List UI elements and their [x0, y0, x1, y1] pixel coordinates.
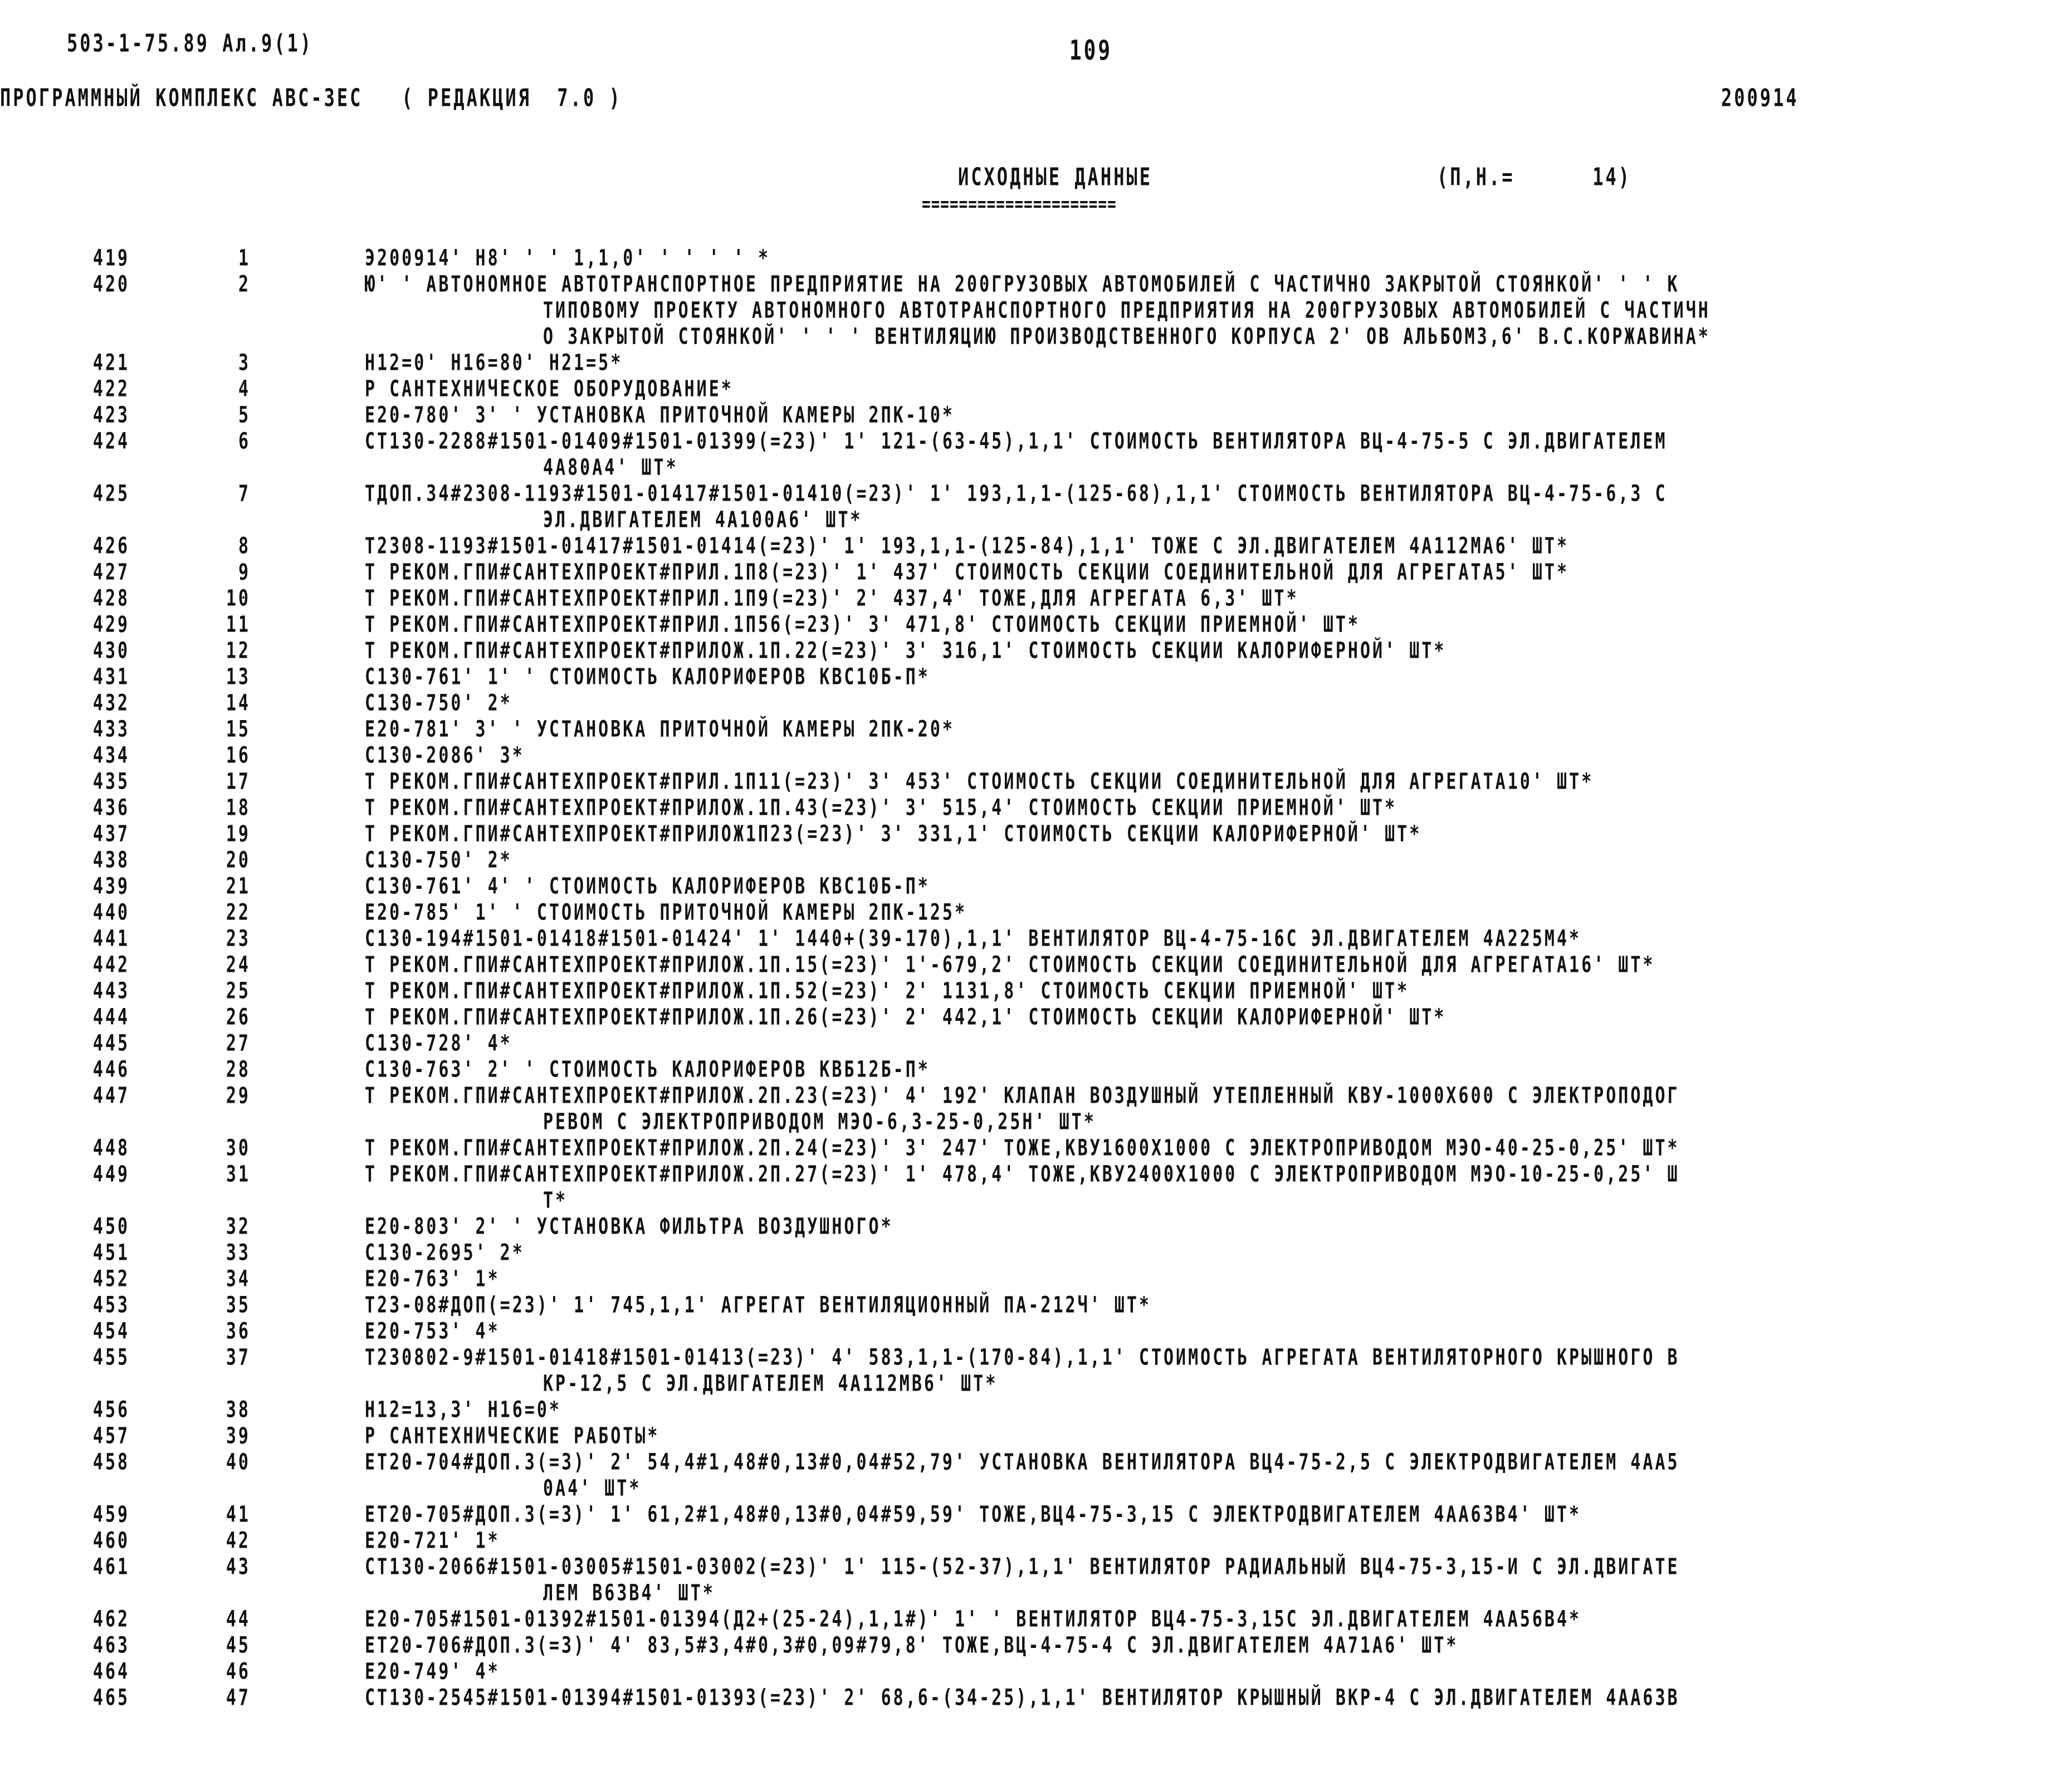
listing-line	[0, 1554, 2072, 1580]
sequence-number: 29	[226, 1083, 251, 1109]
listing-line	[0, 585, 2072, 611]
record-text: Е20-763' 1*	[365, 1266, 500, 1293]
listing-continuation-line	[0, 1475, 2072, 1501]
line-number: 439	[92, 873, 130, 900]
line-number: 437	[92, 821, 130, 848]
sequence-number: 44	[226, 1606, 251, 1633]
record-text: ЕТ20-706#ДОП.3(=3)' 4' 83,5#3,4#0,3#0,09#79,8' ТОЖЕ,ВЦ-4-75-4 С ЭЛ.ДВИГАТЕЛЕМ 4А71А6' ШТ*	[365, 1632, 1459, 1659]
listing-line	[0, 1685, 2072, 1711]
listing-line	[0, 428, 2072, 454]
listing-continuation-line	[0, 1371, 2072, 1397]
line-number: 433	[92, 716, 130, 743]
sequence-number: 37	[226, 1344, 251, 1371]
listing-line	[0, 926, 2072, 952]
record-text: 0А4' ШТ*	[543, 1475, 642, 1502]
sequence-number: 4	[238, 376, 251, 403]
line-number: 435	[92, 769, 130, 795]
listing-line	[0, 1135, 2072, 1161]
record-text: С130-761' 1' ' СТОИМОСТЬ КАЛОРИФЕРОВ КВС10Б-П*	[365, 664, 930, 691]
listing-continuation-line	[0, 1580, 2072, 1606]
record-text: С130-728' 4*	[365, 1030, 512, 1057]
record-text: ЕТ20-704#ДОП.3(=3)' 2' 54,4#1,48#0,13#0,04#52,79' УСТАНОВКА ВЕНТИЛЯТОРА ВЦ4-75-2,5 С ЭЛЕКТРОДВИГАТЕЛЕМ 4АА5	[365, 1449, 1680, 1476]
record-text: Е20-803' 2' ' УСТАНОВКА ФИЛЬТРА ВОЗДУШНОГО*	[365, 1214, 893, 1240]
record-text: С130-750' 2*	[365, 847, 512, 874]
record-text: СТ130-2066#1501-03005#1501-03002(=23)' 1' 115-(52-37),1,1' ВЕНТИЛЯТОР РАДИАЛЬНЫЙ ВЦ4-75-3,15-И С ЭЛ.ДВИГАТЕ	[365, 1554, 1680, 1581]
listing-line	[0, 350, 2072, 376]
line-number: 422	[92, 376, 130, 403]
line-number: 457	[92, 1423, 130, 1450]
record-text: Т РЕКОМ.ГПИ#САНТЕХПРОЕКТ#ПРИЛОЖ.2П.27(=23)' 1' 478,4' ТОЖЕ,КВУ2400Х1000 С ЭЛЕКТРОПРИВОДОМ МЭО-10-25-0,25' Ш	[365, 1161, 1680, 1188]
listing-line	[0, 1344, 2072, 1371]
sequence-number: 2	[238, 271, 251, 298]
line-number: 451	[92, 1240, 130, 1266]
listing-line	[0, 1423, 2072, 1449]
line-number: 431	[92, 664, 130, 691]
line-number: 430	[92, 638, 130, 664]
record-text: Т РЕКОМ.ГПИ#САНТЕХПРОЕКТ#ПРИЛОЖ.1П.15(=23)' 1'-679,2' СТОИМОСТЬ СЕКЦИИ СОЕДИНИТЕЛЬНОЙ ДЛЯ АГРЕГАТА16' ШТ*	[365, 952, 1655, 978]
listing-line	[0, 611, 2072, 638]
sequence-number: 45	[226, 1632, 251, 1659]
listing-line	[0, 664, 2072, 690]
listing-line	[0, 481, 2072, 507]
sequence-number: 1	[238, 245, 251, 272]
line-number: 444	[92, 1004, 130, 1031]
listing-line	[0, 1240, 2072, 1266]
record-text: Т230802-9#1501-01418#1501-01413(=23)' 4' 583,1,1-(170-84),1,1' СТОИМОСТЬ АГРЕГАТА ВЕНТИЛЯТОРНОГО КРЫШНОГО В	[365, 1344, 1680, 1371]
record-text: Ю' ' АВТОНОМНОЕ АВТОТРАНСПОРТНОЕ ПРЕДПРИЯТИЕ НА 200ГРУЗОВЫХ АВТОМОБИЛЕЙ С ЧАСТИЧНО ЗАКРЫТОЙ СТОЯНКОЙ' ' ' К	[365, 271, 1680, 298]
listing-continuation-line	[0, 507, 2072, 533]
listing-line	[0, 1658, 2072, 1685]
listing-line	[0, 1214, 2072, 1240]
sequence-number: 25	[226, 978, 251, 1005]
record-text: Т РЕКОМ.ГПИ#САНТЕХПРОЕКТ#ПРИЛ.1П11(=23)' 3' 453' СТОИМОСТЬ СЕКЦИИ СОЕДИНИТЕЛЬНОЙ ДЛЯ АГРЕГАТА10' ШТ*	[365, 769, 1594, 795]
sequence-number: 11	[226, 611, 251, 638]
record-text: 4А80А4' ШТ*	[543, 454, 678, 481]
sequence-number: 6	[238, 428, 251, 455]
line-number: 426	[92, 533, 130, 560]
record-text: С130-194#1501-01418#1501-01424' 1' 1440+(39-170),1,1' ВЕНТИЛЯТОР ВЦ-4-75-16С ЭЛ.ДВИГАТЕЛЕМ 4А225М4*	[365, 926, 1582, 952]
listing-line	[0, 402, 2072, 428]
sequence-number: 8	[238, 533, 251, 560]
sequence-number: 18	[226, 795, 251, 821]
line-number: 450	[92, 1214, 130, 1240]
line-number: 447	[92, 1083, 130, 1109]
listing-line	[0, 1606, 2072, 1632]
record-text: С130-2086' 3*	[365, 742, 525, 769]
listing-continuation-line	[0, 324, 2072, 350]
listing-line	[0, 1632, 2072, 1658]
record-text: Т РЕКОМ.ГПИ#САНТЕХПРОЕКТ#ПРИЛОЖ.1П.52(=23)' 2' 1131,8' СТОИМОСТЬ СЕКЦИИ ПРИЕМНОЙ' ШТ*	[365, 978, 1410, 1005]
sequence-number: 24	[226, 952, 251, 978]
record-text: ЕТ20-705#ДОП.3(=3)' 1' 61,2#1,48#0,13#0,04#59,59' ТОЖЕ,ВЦ4-75-3,15 С ЭЛЕКТРОДВИГАТЕЛЕМ 4АА63В4' ШТ*	[365, 1501, 1582, 1528]
listing-line	[0, 1449, 2072, 1475]
listing-line	[0, 533, 2072, 559]
record-text: С130-763' 2' ' СТОИМОСТЬ КАЛОРИФЕРОВ КВБ12Б-П*	[365, 1056, 930, 1083]
line-number: 453	[92, 1292, 130, 1319]
listing-line	[0, 1528, 2072, 1554]
sequence-number: 27	[226, 1030, 251, 1057]
section-title: ИСХОДНЫЕ ДАННЫЕ	[958, 163, 1152, 192]
page-number: 109	[1069, 36, 1113, 67]
record-text: Е20-780' 3' ' УСТАНОВКА ПРИТОЧНОЙ КАМЕРЫ 2ПК-10*	[365, 402, 955, 429]
line-number: 438	[92, 847, 130, 874]
sequence-number: 13	[226, 664, 251, 691]
line-number: 421	[92, 350, 130, 376]
sequence-number: 34	[226, 1266, 251, 1293]
sequence-number: 7	[238, 481, 251, 507]
line-number: 423	[92, 402, 130, 429]
listing-line	[0, 1266, 2072, 1292]
line-number: 454	[92, 1318, 130, 1345]
line-number: 436	[92, 795, 130, 821]
listing-line	[0, 1056, 2072, 1083]
listing-continuation-line	[0, 1187, 2072, 1214]
record-text: Е20-753' 4*	[365, 1318, 500, 1345]
record-text: ЭЛ.ДВИГАТЕЛЕМ 4А100А6' ШТ*	[543, 507, 863, 534]
line-number: 420	[92, 271, 130, 298]
record-text: РЕВОМ С ЭЛЕКТРОПРИВОДОМ МЭО-6,3-25-0,25Н' ШТ*	[543, 1109, 1096, 1136]
line-number: 442	[92, 952, 130, 978]
record-text: С130-761' 4' ' СТОИМОСТЬ КАЛОРИФЕРОВ КВС10Б-П*	[365, 873, 930, 900]
record-text: Т РЕКОМ.ГПИ#САНТЕХПРОЕКТ#ПРИЛОЖ.2П.24(=23)' 3' 247' ТОЖЕ,КВУ1600Х1000 С ЭЛЕКТРОПРИВОДОМ МЭО-40-25-0,25' ШТ*	[365, 1135, 1680, 1162]
listing-line	[0, 742, 2072, 769]
listing-line	[0, 899, 2072, 926]
record-text: СТ130-2288#1501-01409#1501-01399(=23)' 1' 121-(63-45),1,1' СТОИМОСТЬ ВЕНТИЛЯТОРА ВЦ-4-75-5 С ЭЛ.ДВИГАТЕЛЕМ	[365, 428, 1668, 455]
record-text: Т РЕКОМ.ГПИ#САНТЕХПРОЕКТ#ПРИЛ.1П8(=23)' 1' 437' СТОИМОСТЬ СЕКЦИИ СОЕДИНИТЕЛЬНОЙ ДЛЯ АГРЕГАТА5' ШТ*	[365, 559, 1570, 586]
record-text: Т РЕКОМ.ГПИ#САНТЕХПРОЕКТ#ПРИЛ.1П56(=23)' 3' 471,8' СТОИМОСТЬ СЕКЦИИ ПРИЕМНОЙ' ШТ*	[365, 611, 1360, 638]
listing-line	[0, 847, 2072, 873]
listing-continuation-line	[0, 1109, 2072, 1135]
listing-line	[0, 1292, 2072, 1318]
record-text: Т23-08#ДОП(=23)' 1' 745,1,1' АГРЕГАТ ВЕНТИЛЯЦИОННЫЙ ПА-212Ч' ШТ*	[365, 1292, 1151, 1319]
line-number: 434	[92, 742, 130, 769]
listing-line	[0, 873, 2072, 899]
sequence-number: 9	[238, 559, 251, 586]
line-number: 424	[92, 428, 130, 455]
sequence-number: 21	[226, 873, 251, 900]
listing-line	[0, 559, 2072, 585]
sequence-number: 16	[226, 742, 251, 769]
listing-line	[0, 1501, 2072, 1528]
listing-line	[0, 1318, 2072, 1344]
sequence-number: 46	[226, 1658, 251, 1685]
listing-continuation-line	[0, 454, 2072, 481]
listing-line	[0, 690, 2072, 716]
line-number: 463	[92, 1632, 130, 1659]
record-text: Е20-749' 4*	[365, 1658, 500, 1685]
record-text: Е20-705#1501-01392#1501-01394(Д2+(25-24),1,1#)' 1' ' ВЕНТИЛЯТОР ВЦ4-75-3,15С ЭЛ.ДВИГАТЕЛЕМ 4АА56В4*	[365, 1606, 1582, 1633]
listing-line	[0, 978, 2072, 1004]
sequence-number: 30	[226, 1135, 251, 1162]
listing-continuation-line	[0, 297, 2072, 324]
listing-line	[0, 769, 2072, 795]
line-number: 449	[92, 1161, 130, 1188]
section-parameter: (П,Н.= 14)	[1437, 163, 1631, 192]
line-number: 458	[92, 1449, 130, 1476]
sequence-number: 36	[226, 1318, 251, 1345]
sequence-number: 3	[238, 350, 251, 376]
sequence-number: 19	[226, 821, 251, 848]
record-text: ТИПОВОМУ ПРОЕКТУ АВТОНОМНОГО АВТОТРАНСПОРТНОГО ПРЕДПРИЯТИЯ НА 200ГРУЗОВЫХ АВТОМОБИЛЕЙ С ЧАСТИЧН	[543, 297, 1711, 324]
line-number: 462	[92, 1606, 130, 1633]
line-number: 419	[92, 245, 130, 272]
program-code: 200914	[1721, 84, 1799, 112]
line-number: 455	[92, 1344, 130, 1371]
line-number: 459	[92, 1501, 130, 1528]
record-text: Н12=13,3' Н16=0*	[365, 1397, 561, 1423]
record-text: ЛЕМ В63В4' ШТ*	[543, 1580, 715, 1607]
listing-rows	[0, 245, 2072, 1711]
sequence-number: 15	[226, 716, 251, 743]
record-text: СТ130-2545#1501-01394#1501-01393(=23)' 2' 68,6-(34-25),1,1' ВЕНТИЛЯТОР КРЫШНЫЙ ВКР-4 С ЭЛ.ДВИГАТЕЛЕМ 4АА63В	[365, 1685, 1680, 1711]
sequence-number: 5	[238, 402, 251, 429]
listing-line	[0, 271, 2072, 297]
listing-line	[0, 1083, 2072, 1109]
listing-line	[0, 1030, 2072, 1056]
line-number: 443	[92, 978, 130, 1005]
record-text: Т РЕКОМ.ГПИ#САНТЕХПРОЕКТ#ПРИЛ.1П9(=23)' 2' 437,4' ТОЖЕ,ДЛЯ АГРЕГАТА 6,3' ШТ*	[365, 585, 1299, 612]
program-name: ПРОГРАММНЫЙ КОМПЛЕКС АВС-3ЕС ( РЕДАКЦИЯ 7.0 )	[0, 84, 622, 112]
record-text: Е20-785' 1' ' СТОИМОСТЬ ПРИТОЧНОЙ КАМЕРЫ 2ПК-125*	[365, 899, 967, 926]
record-text: Р САНТЕХНИЧЕСКИЕ РАБОТЫ*	[365, 1423, 660, 1450]
sequence-number: 41	[226, 1501, 251, 1528]
document-reference: 503-1-75.89 Ал.9(1)	[67, 29, 314, 58]
line-number: 428	[92, 585, 130, 612]
line-number: 448	[92, 1135, 130, 1162]
sequence-number: 31	[226, 1161, 251, 1188]
line-number: 465	[92, 1685, 130, 1711]
line-number: 460	[92, 1528, 130, 1554]
record-text: ТДОП.34#2308-1193#1501-01417#1501-01410(=23)' 1' 193,1,1-(125-68),1,1' СТОИМОСТЬ ВЕНТИЛЯТОРА ВЦ-4-75-6,3 С	[365, 481, 1668, 507]
line-number: 429	[92, 611, 130, 638]
record-text: Р САНТЕХНИЧЕСКОЕ ОБОРУДОВАНИЕ*	[365, 376, 734, 403]
record-text: О ЗАКРЫТОЙ СТОЯНКОЙ' ' ' ' ВЕНТИЛЯЦИЮ ПРОИЗВОДСТВЕННОГО КОРПУСА 2' ОВ АЛЬБОМ3,6' В.С.КОРЖАВИНА*	[543, 324, 1711, 350]
listing-line	[0, 795, 2072, 821]
sequence-number: 35	[226, 1292, 251, 1319]
sequence-number: 33	[226, 1240, 251, 1266]
listing-line	[0, 1161, 2072, 1187]
record-text: Т*	[543, 1187, 568, 1214]
line-number: 464	[92, 1658, 130, 1685]
record-text: Е20-781' 3' ' УСТАНОВКА ПРИТОЧНОЙ КАМЕРЫ 2ПК-20*	[365, 716, 955, 743]
sequence-number: 43	[226, 1554, 251, 1581]
line-number: 425	[92, 481, 130, 507]
record-text: Т РЕКОМ.ГПИ#САНТЕХПРОЕКТ#ПРИЛОЖ.1П.22(=23)' 3' 316,1' СТОИМОСТЬ СЕКЦИИ КАЛОРИФЕРНОЙ' ШТ*	[365, 638, 1447, 664]
line-number: 461	[92, 1554, 130, 1581]
listing-line	[0, 245, 2072, 271]
record-text: Н12=0' Н16=80' Н21=5*	[365, 350, 623, 376]
record-text: С130-750' 2*	[365, 690, 512, 717]
section-underline: =====================	[922, 193, 1117, 216]
record-text: Т2308-1193#1501-01417#1501-01414(=23)' 1' 193,1,1-(125-84),1,1' ТОЖЕ С ЭЛ.ДВИГАТЕЛЕМ 4А112МА6' ШТ*	[365, 533, 1570, 560]
record-text: Э200914' Н8' ' ' 1,1,0' ' ' ' ' *	[365, 245, 771, 272]
sequence-number: 32	[226, 1214, 251, 1240]
sequence-number: 23	[226, 926, 251, 952]
listing-line	[0, 716, 2072, 742]
sequence-number: 17	[226, 769, 251, 795]
record-text: Т РЕКОМ.ГПИ#САНТЕХПРОЕКТ#ПРИЛОЖ.1П.43(=23)' 3' 515,4' СТОИМОСТЬ СЕКЦИИ ПРИЕМНОЙ' ШТ*	[365, 795, 1397, 821]
sequence-number: 28	[226, 1056, 251, 1083]
sequence-number: 47	[226, 1685, 251, 1711]
listing-line	[0, 376, 2072, 402]
record-text: Т РЕКОМ.ГПИ#САНТЕХПРОЕКТ#ПРИЛОЖ.2П.23(=23)' 4' 192' КЛАПАН ВОЗДУШНЫЙ УТЕПЛЕННЫЙ КВУ-1000Х600 С ЭЛЕКТРОПОДОГ	[365, 1083, 1680, 1109]
sequence-number: 20	[226, 847, 251, 874]
sequence-number: 38	[226, 1397, 251, 1423]
line-number: 441	[92, 926, 130, 952]
line-number: 446	[92, 1056, 130, 1083]
line-number: 452	[92, 1266, 130, 1293]
record-text: Т РЕКОМ.ГПИ#САНТЕХПРОЕКТ#ПРИЛОЖ.1П.26(=23)' 2' 442,1' СТОИМОСТЬ СЕКЦИИ КАЛОРИФЕРНОЙ' ШТ*	[365, 1004, 1447, 1031]
line-number: 427	[92, 559, 130, 586]
record-text: Т РЕКОМ.ГПИ#САНТЕХПРОЕКТ#ПРИЛОЖ1П23(=23)' 3' 331,1' СТОИМОСТЬ СЕКЦИИ КАЛОРИФЕРНОЙ' ШТ*	[365, 821, 1422, 848]
line-number: 456	[92, 1397, 130, 1423]
line-number: 440	[92, 899, 130, 926]
record-text: Е20-721' 1*	[365, 1528, 500, 1554]
sequence-number: 26	[226, 1004, 251, 1031]
sequence-number: 22	[226, 899, 251, 926]
sequence-number: 14	[226, 690, 251, 717]
line-number: 445	[92, 1030, 130, 1057]
sequence-number: 42	[226, 1528, 251, 1554]
listing-line	[0, 1004, 2072, 1030]
listing-line	[0, 638, 2072, 664]
line-number: 432	[92, 690, 130, 717]
sequence-number: 12	[226, 638, 251, 664]
sequence-number: 40	[226, 1449, 251, 1476]
listing-line	[0, 821, 2072, 847]
sequence-number: 39	[226, 1423, 251, 1450]
record-text: С130-2695' 2*	[365, 1240, 525, 1266]
listing-line	[0, 952, 2072, 978]
listing-line	[0, 1397, 2072, 1423]
sequence-number: 10	[226, 585, 251, 612]
record-text: КР-12,5 С ЭЛ.ДВИГАТЕЛЕМ 4А112МВ6' ШТ*	[543, 1371, 998, 1397]
